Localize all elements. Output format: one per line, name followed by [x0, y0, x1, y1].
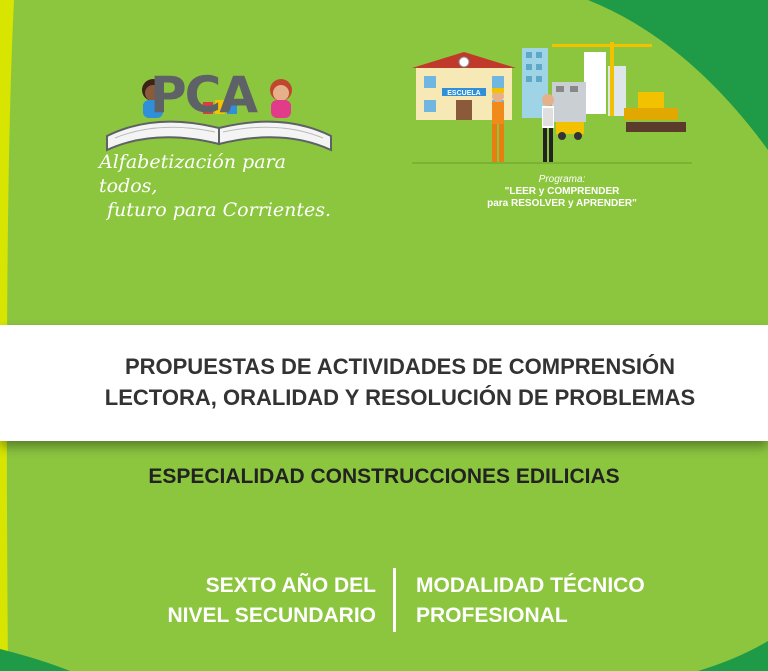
- level-left-line-2: NIVEL SECUNDARIO: [167, 604, 376, 627]
- pca-logo-letters: PCA: [150, 66, 257, 124]
- level-right-line-2: PROFESIONAL: [416, 604, 568, 627]
- level-left-line-1: SEXTO AÑO DEL: [205, 574, 376, 597]
- level-right-line-1: MODALIDAD TÉCNICO: [416, 574, 645, 597]
- school-construction-illustration: [412, 38, 692, 170]
- program-line-1: "LEER y COMPRENDER: [504, 186, 620, 197]
- title-line-1: PROPUESTAS DE ACTIVIDADES DE COMPRENSIÓN: [124, 354, 676, 379]
- title-band: [0, 325, 768, 441]
- program-caption: [462, 174, 662, 210]
- program-logo: [412, 38, 692, 218]
- program-line-2: para RESOLVER y APRENDER": [487, 198, 637, 209]
- school-year-level: [168, 571, 376, 631]
- document-title: [0, 351, 768, 413]
- slogan-line-1: Alfabetización para todos,: [99, 151, 286, 197]
- pca-slogan: [99, 150, 349, 222]
- bottom-right-corner-shape: [678, 641, 768, 671]
- pca-logo: [95, 62, 345, 221]
- bottom-left-corner-shape: [0, 641, 90, 671]
- specialty-heading: ESPECIALIDAD CONSTRUCCIONES EDILICIAS: [148, 465, 620, 488]
- modality: [416, 571, 645, 631]
- vertical-divider: [393, 568, 396, 632]
- slogan-line-2: futuro para Corrientes.: [107, 199, 332, 221]
- title-line-2: LECTORA, ORALIDAD Y RESOLUCIÓN DE PROBLEMAS: [104, 385, 696, 410]
- school-sign-text: ESCUELA: [447, 90, 481, 97]
- program-prefix: Programa:: [538, 174, 586, 185]
